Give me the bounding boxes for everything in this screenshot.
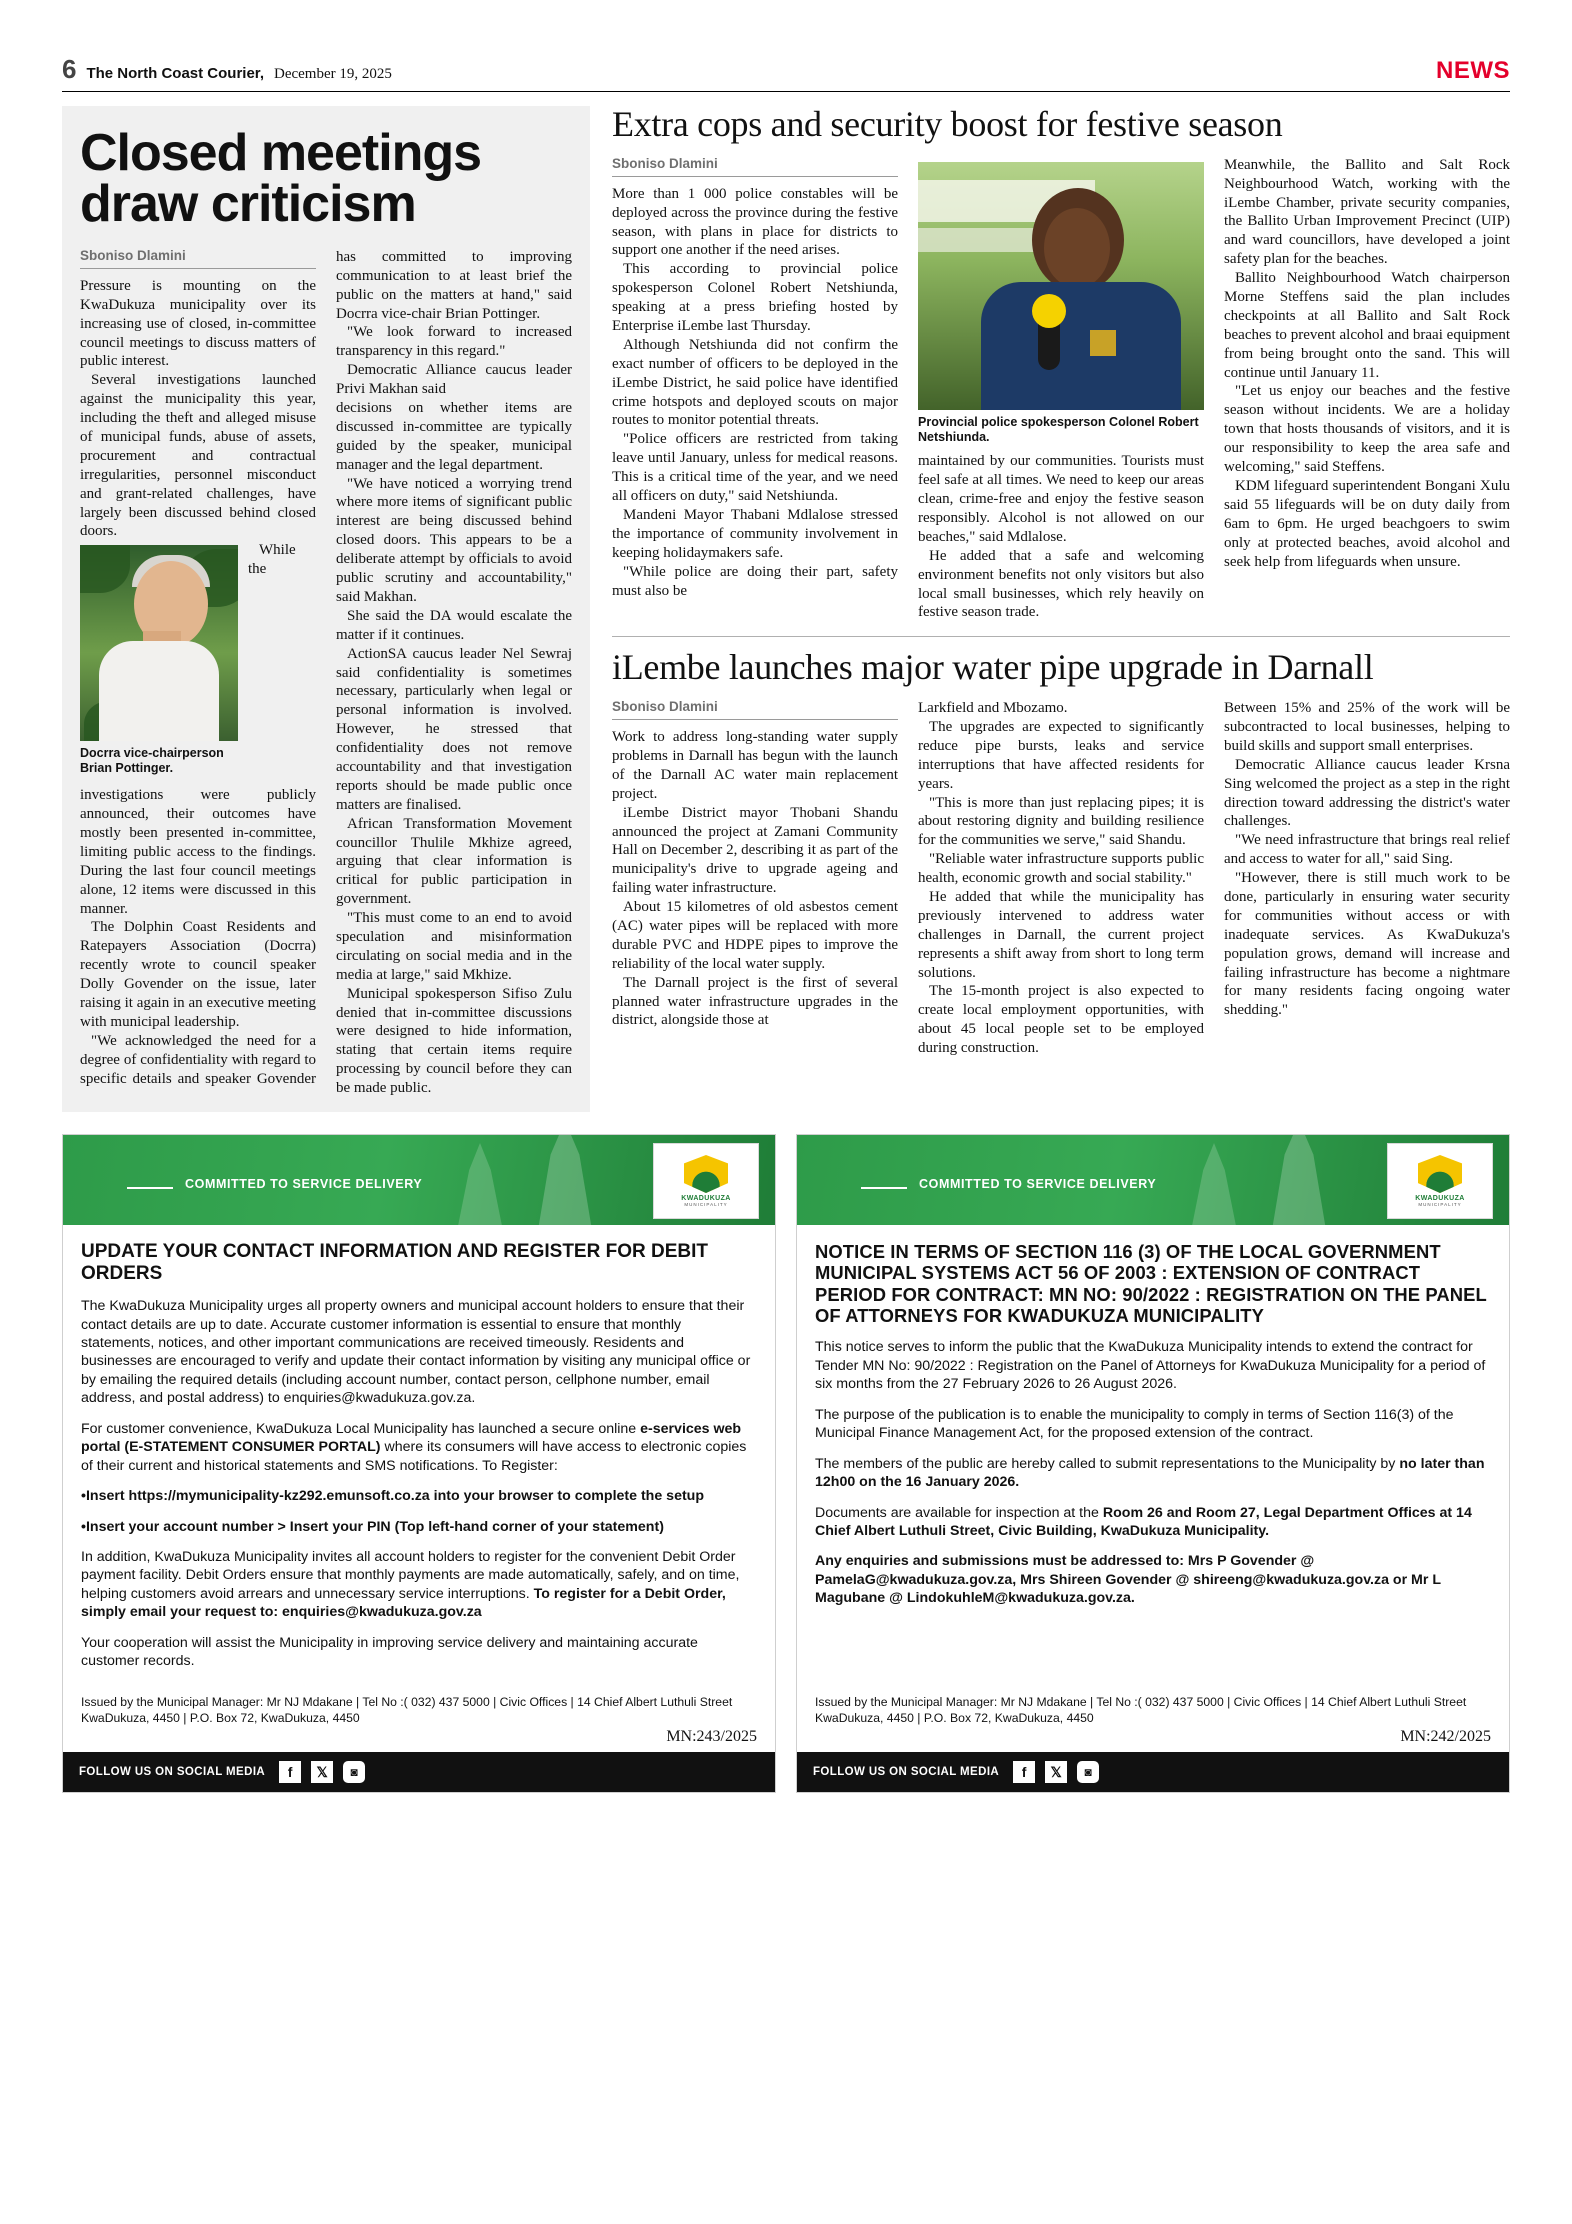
social-icons [1013,1761,1099,1783]
paragraph: Pressure is mounting on the KwaDukuza municipality over its increasing use of closed, in-committee council meetings to discuss matters of public interest. [80,277,316,370]
text-part-bold: Any enquiries and submissions must be addressed to: Mrs P Govender @ PamelaG@kwadukuza.gov.za, Mrs Shireen Govender @ shireeng@kwadukuza.gov.za or Mr L Magubane @ LindokuhleM@kwadukuza.gov.za. [815,1553,1441,1607]
paragraph: "Reliable water infrastructure supports public health, economic growth and social stability." [918,851,1204,887]
municipality-logo [1387,1143,1493,1219]
paragraph: "This is more than just replacing pipes; it is about restoring dignity and building resilience for the communities we serve," said Shandu. [918,794,1204,849]
facebook-icon[interactable]: f [1013,1761,1035,1783]
advert-body [63,1225,775,1691]
advert-reference-number: MN:243/2025 [666,1728,757,1746]
crest-icon [1418,1155,1462,1193]
text-part: For customer convenience, KwaDukuza Local Municipality has launched a secure online [81,1420,641,1437]
follow-us-label: FOLLOW US ON SOCIAL MEDIA [813,1766,1000,1779]
story-headline: Extra cops and security boost for festive season [612,104,1283,144]
bullet-1: •Insert https://mymunicipality-kz292.emunsoft.co.za into your browser to complete the setup [81,1488,705,1505]
paragraph: She said the DA would escalate the matter if it continues. [336,607,572,643]
register-label: To Register: [478,1457,558,1474]
advert-issued-by: Issued by the Municipal Manager: Mr NJ Mdakane | Tel No :( 032) 437 5000 | Civic Offices | 14 Chief Albert Luthuli Street KwaDukuza, 4450 | P.O. Box 72, KwaDukuza, 4450 [815,1694,1467,1725]
advert-header [797,1135,1509,1225]
facebook-icon[interactable]: f [279,1761,301,1783]
text-part: Documents are available for inspection at the [815,1504,1103,1521]
instagram-icon[interactable]: ◙ [343,1761,365,1783]
advert-bullet [81,1518,757,1536]
advert-commitment-text: COMMITTED TO SERVICE DELIVERY [185,1176,423,1191]
paragraph: ActionSA caucus leader Nel Sewraj said confidentiality is sometimes necessary, particularly when legal or personal information is involved. However, he stressed that confidentiality does not remove accountability and that investigation reports should be made public once matters are finalised. [336,645,572,813]
advert-paragraph [81,1420,757,1475]
crest-icon [684,1155,728,1193]
building-motif-icon [505,1135,625,1225]
advert-header [63,1135,775,1225]
text-part-bold: no later than 12h00 on the 16 January 2026. [815,1455,1485,1491]
paper-name: The North Coast Courier, [86,65,264,82]
byline: Sboniso Dlamini [612,156,898,177]
paragraph: KDM lifeguard superintendent Bongani Xulu said 55 lifeguards will be on duty daily from 6am to 6pm. He urged beachgoers to swim only at protected beaches, avoid alcohol and seek help from lifeguards when unsure. [1224,477,1510,570]
paragraph: "We need infrastructure that brings real relief and access to water for all," said Sing. [1224,832,1510,868]
paragraph: "However, there is still much work to be done, particularly in ensuring water security for communities without access or with inadequate services. As KwaDukuza's population grows, demand will increase and failing infrastructure has become a nightmare for many residents facing ongoing water shedding." [1224,870,1510,1019]
paragraph: More than 1 000 police constables will be deployed across the province during the festive season, with plans in place for districts to support one another if the need arises. [612,185,898,259]
bullet-2: •Insert your account number > Insert your PIN (Top left-hand corner of your statement) [81,1518,664,1535]
paragraph: "Let us enjoy our beaches and the festive season without incidents. We are a holiday town that hosts thousands of visitors, and it is our responsibility to keep the area safe and welcoming," said Steffens. [1224,383,1510,476]
paragraph: Democratic Alliance caucus leader Krsna Sing welcomed the project as a step in the right direction toward addressing the district's water challenges. [1224,756,1510,830]
instagram-icon[interactable]: ◙ [1077,1761,1099,1783]
paragraph: This according to provincial police spokesperson Colonel Robert Netshiunda, speaking at a press briefing hosted by Enterprise iLembe last Thursday. [612,261,898,335]
paragraph: "We look forward to increased transparency in this regard." [336,324,572,360]
text-part-bold: Room 26 and Room 27, Legal Department Offices at 14 Chief Albert Luthuli Street, Civic Building, KwaDukuza Municipality. [815,1504,1472,1539]
paragraph: maintained by our communities. Tourists must feel safe at all times. We need to keep our areas clean, crime-free and enjoy the festive season responsibly. Alcohol is not allowed on our beaches," said Mdlalose. [918,453,1204,545]
paragraph: About 15 kilometres of old asbestos cement (AC) water pipes will be replaced with more durable PVC and HDPE pipes to improve the reliability of the local water supply. [612,899,898,972]
paragraph: Mandeni Mayor Thabani Mdlalose stressed the importance of community involvement in keeping holidaymakers safe. [612,506,898,561]
right-column [612,106,1510,1112]
paper-date: December 19, 2025 [274,66,392,82]
advert-title: UPDATE YOUR CONTACT INFORMATION AND REGISTER FOR DEBIT ORDERS [81,1240,708,1285]
masthead-left [62,56,392,83]
advert-reference-number: MN:242/2025 [1400,1728,1491,1746]
text-part-bold: To register for a Debit Order, simply email your request to: enquiries@kwadukuza.gov.za [81,1585,726,1621]
building-motif-icon [435,1143,525,1225]
photo-colonel-netshiunda [918,162,1204,445]
logo-subtitle: MUNICIPALITY [1418,1201,1462,1207]
advert-footer [797,1752,1509,1792]
advert-title: NOTICE IN TERMS OF SECTION 116 (3) OF THE LOCAL GOVERNMENT MUNICIPAL SYSTEMS ACT 56 OF 2003 : EXTENSION OF CONTRACT PERIOD FOR CONTRACT: MN NO: 90/2022 : REGISTRATION ON THE PANEL OF ATTORNEYS FOR KWADUKUZA MUNICIPALITY [815,1240,1487,1327]
advert-footer [63,1752,775,1792]
text-part: where its consumers will have access to electronic copies of their current and historical statements and SMS notifications. [81,1439,747,1474]
paragraph: iLembe District mayor Thobani Shandu announced the project at Zamani Community Hall on December 2, describing it as part of the municipality's drive to upgrade ageing and failing water infrastructure. [612,804,898,897]
paragraph: The upgrades are expected to significantly reduce pipe bursts, leaks and service interruptions that have affected residents for years. [918,719,1204,792]
photo-image [80,545,238,741]
paragraph: While the investigations were publicly announced, their outcomes have mostly been presented in-committee, limiting public access to the findings. During the last four council meetings alone, 12 items were discussed in this manner. [80,542,316,917]
byline: Sboniso Dlamini [80,248,316,269]
advert-paragraph [815,1552,1491,1607]
follow-us-label: FOLLOW US ON SOCIAL MEDIA [79,1766,266,1779]
story-closed-meetings [62,106,590,1112]
section-label: NEWS [1436,57,1510,84]
story-extra-cops [612,106,1510,622]
paragraph: "Police officers are restricted from taking leave until January, unless for medical reasons. This is a critical time of the year, and we need all officers on duty," said Netshiunda. [612,431,898,505]
top-area [62,106,1510,1112]
paragraph: Work to address long-standing water supply problems in Darnall has begun with the launch of the Darnall AC water main replacement project. [612,729,898,802]
photo-caption: Provincial police spokesperson Colonel Robert Netshiunda. [918,414,1199,444]
photo-brian-pottinger [80,545,238,784]
page-title: Closed meetings draw criticism [80,124,482,233]
story-water-pipe [612,649,1510,1058]
x-icon[interactable]: 𝕏 [311,1761,333,1783]
building-motif-icon [1239,1135,1359,1225]
paragraph: Ballito Neighbourhood Watch chairperson Morne Steffens said the plan includes checkpoints at all Ballito and Salt Rock beaches to prevent alcohol and braai equipment from being brought onto the sand. This will continue until January 11. [1224,270,1510,381]
advert-paragraph: The purpose of the publication is to enable the municipality to comply in terms of Section 116(3) of the Municipal Finance Management Act, for the proposed extension of the contract. [815,1406,1454,1442]
paragraph: The Dolphin Coast Residents and Ratepayers Association (Docrra) recently wrote to council speaker Dolly Govender on the issue, later raising it again in an executive meeting with municipal leadership. [80,919,316,1030]
logo-name: KWADUKUZA [681,1194,731,1202]
paragraph: The Darnall project is the first of several planned water infrastructure upgrades in the district, alongside those at [612,974,898,1029]
header-rule [861,1187,907,1189]
story-columns [80,248,572,1098]
byline: Sboniso Dlamini [612,699,898,720]
advert-paragraph [815,1455,1491,1492]
masthead [62,56,1510,92]
paragraph: "We have noticed a worrying trend where more items of significant public interest are being discussed behind closed doors. This appears to be a deliberate attempt by officials to avoid public scrutiny and accountability," said Makhan. [336,475,572,605]
header-rule [127,1187,173,1189]
advert-contract-extension-notice [796,1134,1510,1793]
paragraph: Several investigations launched against the municipality this year, including the theft and alleged misuse of municipal funds, abuse of assets, procurement and contractual irregularities, personnel misconduct and grant-related challenges, have largely been discussed behind closed doors. [80,372,316,540]
advert-commitment-text: COMMITTED TO SERVICE DELIVERY [919,1176,1157,1191]
logo-subtitle: MUNICIPALITY [684,1201,728,1207]
paragraph: Municipal spokesperson Sifiso Zulu denied that in-committee discussions were designed to hide information, stating that certain items require processing by council before they can be made public. [336,985,572,1097]
paragraph: Meanwhile, the Ballito and Salt Rock Neighbourhood Watch, working with the iLembe Chamber, private security companies, the Ballito Urban Improvement Precinct (UIP) and ward councillors, have developed a joint safety plan for the beaches. [1224,156,1510,268]
story-headline: iLembe launches major water pipe upgrade in Darnall [612,647,1374,688]
paragraph: Democratic Alliance caucus leader Privi Makhan said [336,362,572,398]
logo-name: KWADUKUZA [1415,1194,1465,1202]
advert-bullet [81,1487,757,1505]
advert-row [62,1134,1510,1793]
text-part: In addition, KwaDukuza Municipality invites all account holders to register for the convenient Debit Order payment facility. Debit Orders ensure that monthly payments are made automatically, safely, and on time, helping customers avoid arrears and unnecessary service interruptions. [81,1549,740,1602]
paragraph: Although Netshiunda did not confirm the exact number of officers to be deployed in the iLembe District, he said police have identified crime hotspots and deployed scouts on major routes to monitor potential threats. [612,336,898,429]
page-folio: 6 [62,54,77,84]
paragraph: "While police are doing their part, safety must also be [612,563,898,599]
advert-paragraph: This notice serves to inform the public that the KwaDukuza Municipality intends to extend the contract for Tender MN No: 90/2022 : Registration on the Panel of Attorneys for KwaDukuza Municipality for a period of six months from the 27 February 2026 to 26 August 2026. [815,1339,1486,1393]
building-motif-icon [1169,1143,1259,1225]
paragraph: He added that while the municipality has previously intervened to address water challenges in Darnall, the current project represents a shift away from short to long term solutions. [918,889,1204,981]
advert-contact-information [62,1134,776,1793]
advert-paragraph [81,1548,757,1622]
paragraph: decisions on whether items are discussed in-committee are typically guided by the speaker, municipal manager and the legal department. [336,400,572,473]
advert-issued-by: Issued by the Municipal Manager: Mr NJ Mdakane | Tel No :( 032) 437 5000 | Civic Offices | 14 Chief Albert Luthuli Street KwaDukuza, 4450 | P.O. Box 72, KwaDukuza, 4450 [81,1694,733,1725]
advert-paragraph: The KwaDukuza Municipality urges all property owners and municipal account holders to ensure that their contact details are up to date. Accurate customer information is essential to ensure that monthly statements, notices, and other important communications are received timeously. Residents and businesses are encouraged to verify and update their contact information by visiting any municipal office or by emailing the required details (including account number, contact person, cellphone number, email address, and postal address) to enquiries@kwadukuza.gov.za. [81,1298,751,1407]
advert-paragraph [815,1504,1491,1541]
section-divider [612,636,1510,637]
photo-image [918,162,1204,410]
text-part: The members of the public are hereby called to submit representations to the Municipality by [815,1455,1400,1472]
paragraph: The 15-month project is also expected to create local employment opportunities, with about 45 local people set to be employed during construction. [918,983,1204,1057]
paragraph: Larkfield and Mbozamo. [918,700,1068,717]
x-icon[interactable]: 𝕏 [1045,1761,1067,1783]
text-part-bold: e-services web portal (E-STATEMENT CONSUMER PORTAL) [81,1420,742,1456]
advert-paragraph: Your cooperation will assist the Municipality in improving service delivery and maintaining accurate customer records. [81,1634,698,1670]
paragraph: "This must come to an end to avoid speculation and misinformation circulating on social media and in the media at large," said Mkhize. [336,910,572,983]
photo-caption: Docrra vice-chairperson Brian Pottinger. [80,746,224,776]
paragraph: "We acknowledged the need for a degree of confidentiality with regard to specific details and speaker Govender has committed to improving communication to at least brief the public on the matters at hand," said Docrra vice-chair Brian Pottinger. [80,248,572,1087]
paragraph: He added that a safe and welcoming environment benefits not only visitors but also local small businesses, which rely heavily on festive season trade. [918,547,1204,621]
municipality-logo [653,1143,759,1219]
advert-body [797,1225,1509,1691]
social-icons [279,1761,365,1783]
paragraph: African Transformation Movement councillor Thulile Mkhize agreed, arguing that clear information is critical for public participation in government. [336,815,572,908]
paragraph: Between 15% and 25% of the work will be subcontracted to local businesses, helping to build skills and support small enterprises. [1224,700,1510,754]
